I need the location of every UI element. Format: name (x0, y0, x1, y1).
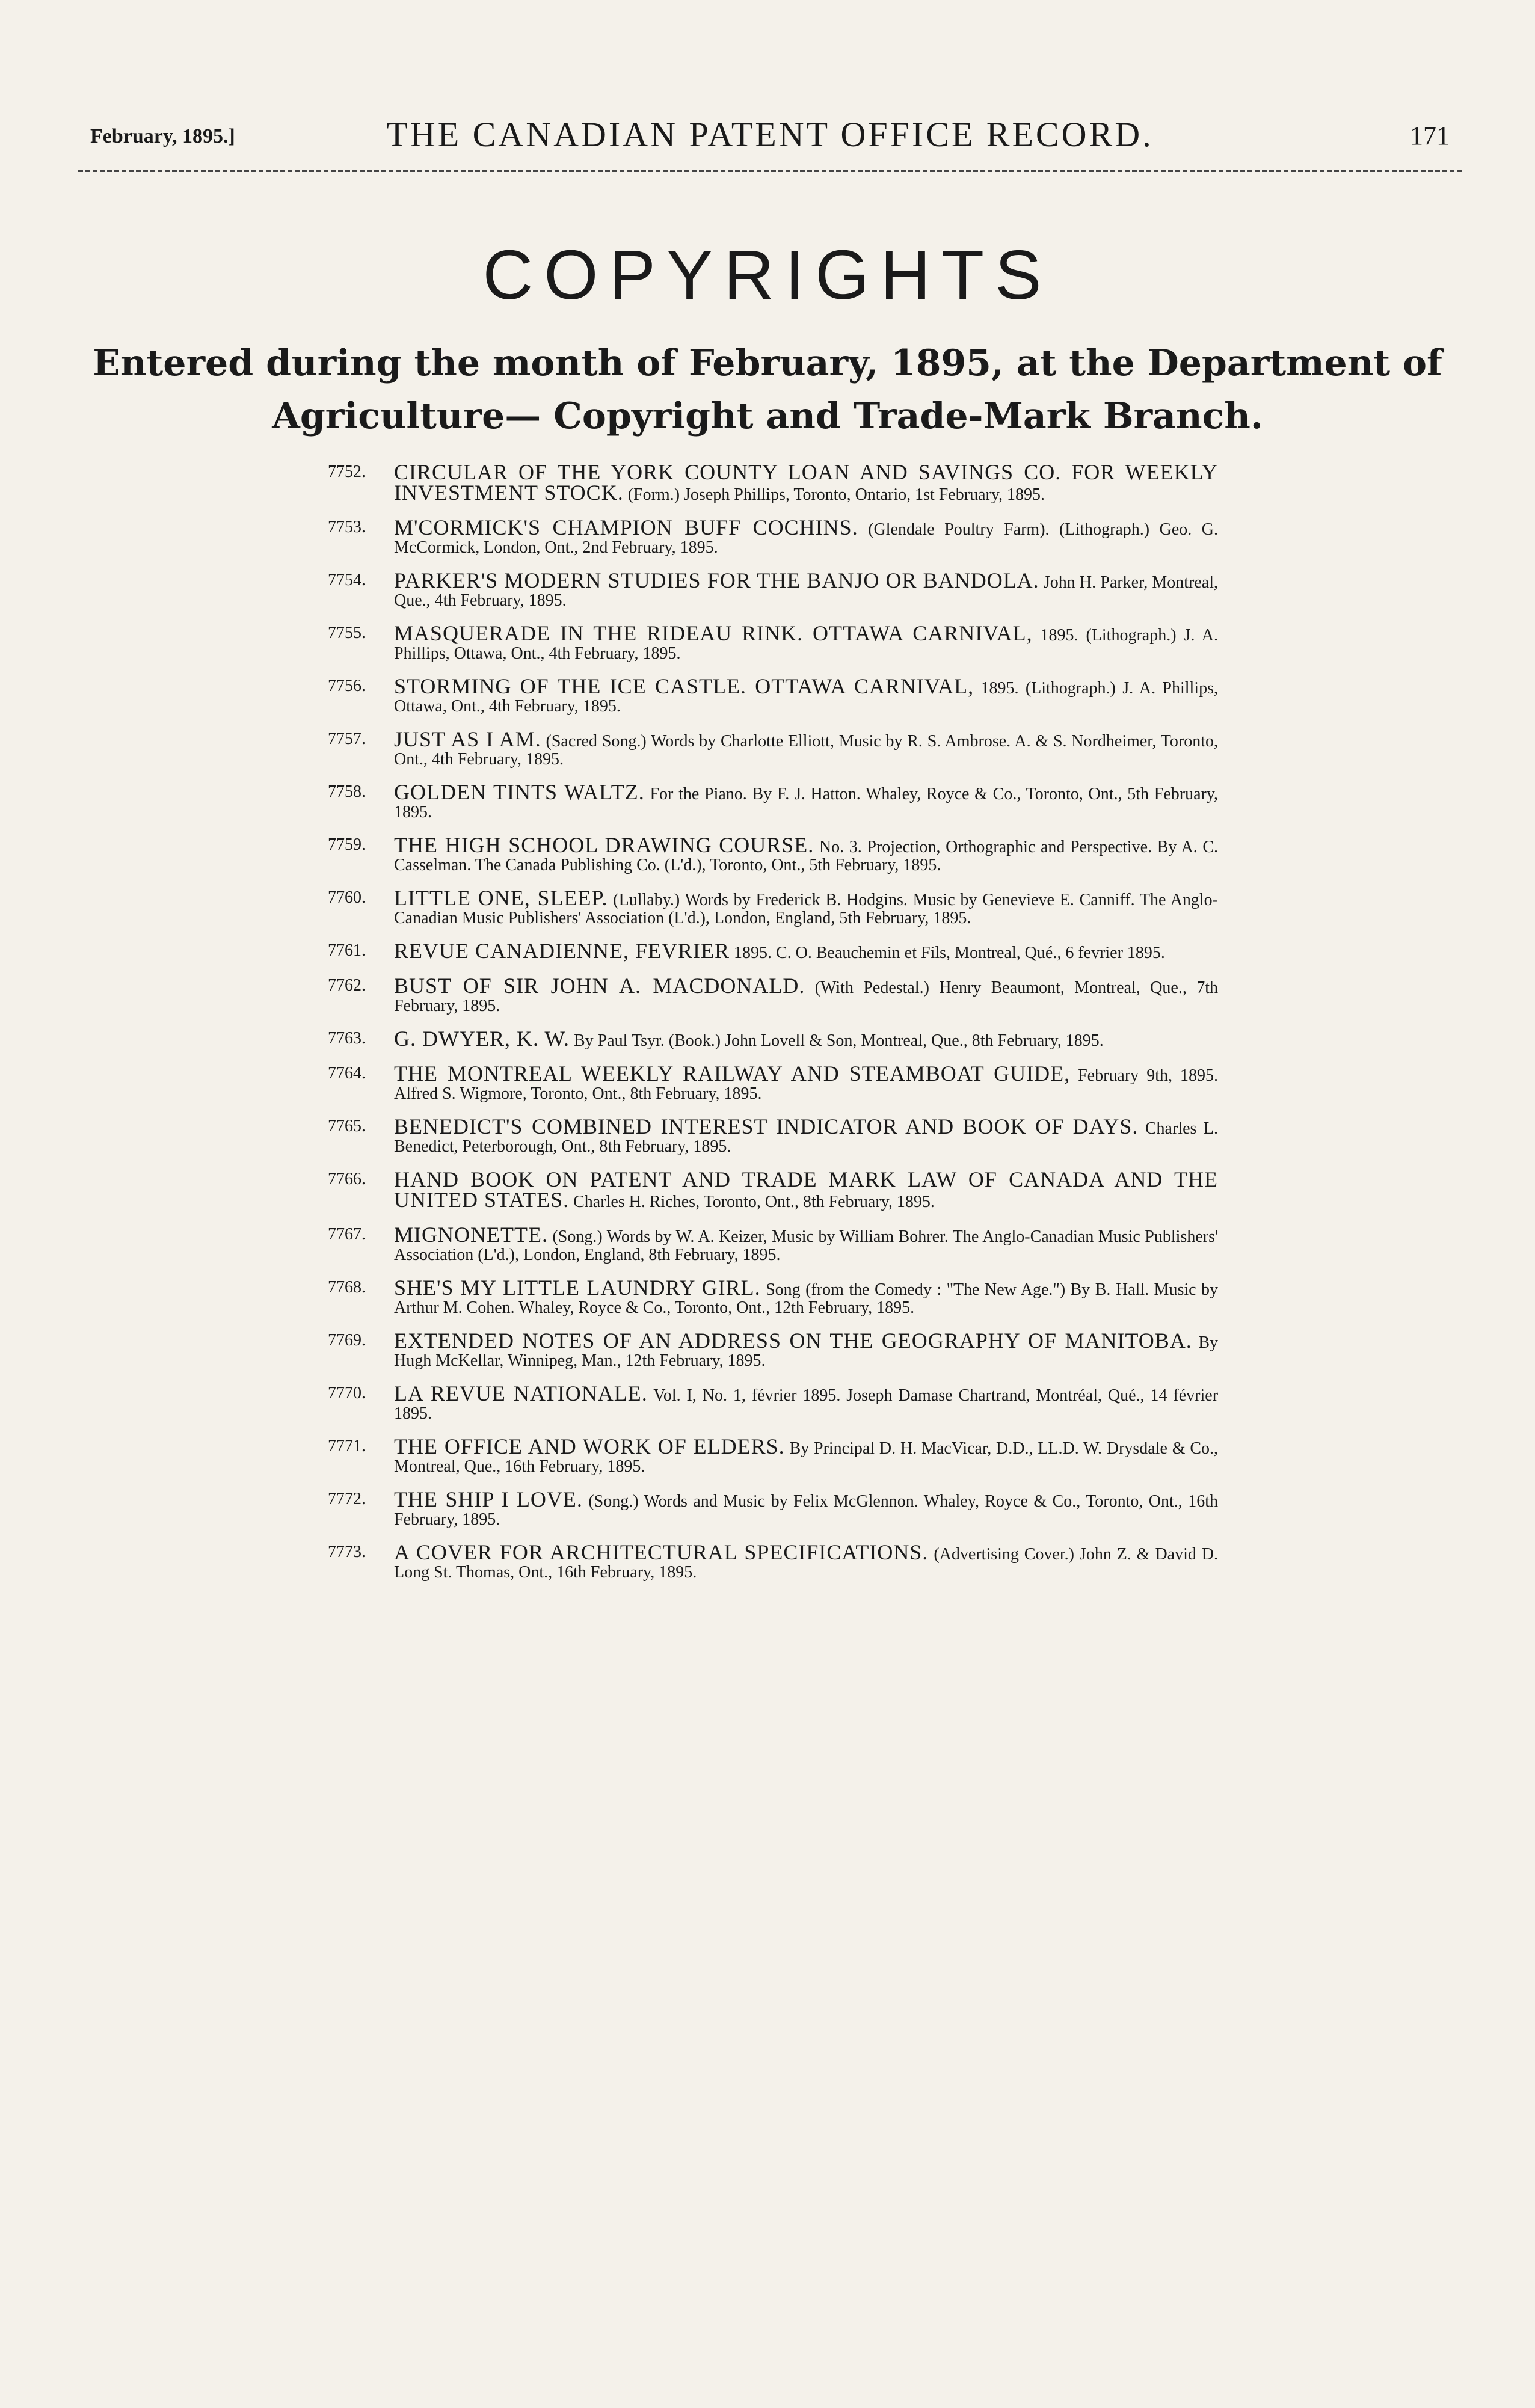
entry-title: BENEDICT'S COMBINED INTEREST INDICATOR AND BOOK OF DAYS. (394, 1114, 1139, 1138)
section-subtitle: Entered during the month of February, 1895, at the Department of Agriculture— Copyright and Trade-Mark Branch. (93, 342, 1442, 437)
entry-details: (Form.) Joseph Phillips, Toronto, Ontario, 1st February, 1895. (627, 485, 1045, 504)
copyright-entry (328, 1381, 1219, 1423)
entry-number: 7768. (328, 1278, 366, 1297)
entry-number: 7756. (328, 677, 366, 695)
entry-number: 7755. (328, 624, 366, 642)
entry-details: (Glendale Poultry Farm). (Lithograph.) Geo. G. McCormick, London, Ont., 2nd February, 1895. (394, 520, 1219, 557)
entry-title: THE MONTREAL WEEKLY RAILWAY AND STEAMBOAT GUIDE, (394, 1061, 1071, 1086)
entry-title: GOLDEN TINTS WALTZ. (394, 780, 645, 804)
copyright-entry (328, 1540, 1219, 1582)
entry-number: 7765. (328, 1117, 366, 1135)
entry-number: 7769. (328, 1331, 366, 1350)
entry-details: Charles L. Benedict, Peterborough, Ont., 8th February, 1895. (394, 1119, 1219, 1156)
page-header (90, 114, 1450, 162)
entry-details: By Principal D. H. MacVicar, D.D., LL.D. W. Drysdale & Co., Montreal, Que., 16th February, 1895. (394, 1439, 1219, 1476)
entry-title: MIGNONETTE. (394, 1223, 548, 1247)
page-number: 171 (1410, 121, 1450, 150)
entry-number: 7754. (328, 571, 366, 589)
header-date: February, 1895.] (90, 125, 235, 147)
copyright-entry (328, 886, 1218, 927)
copyright-entry (328, 727, 1218, 769)
entry-number: 7759. (328, 835, 366, 854)
entry-details: 1895. C. O. Beauchemin et Fils, Montreal, Qué., 6 fevrier 1895. (733, 944, 1165, 962)
copyright-entry (328, 674, 1218, 716)
entry-title: STORMING OF THE ICE CASTLE. OTTAWA CARNIVAL, (394, 674, 974, 698)
entry-title: PARKER'S MODERN STUDIES FOR THE BANJO OR BANDOLA. (394, 568, 1039, 592)
copyright-entry (328, 1027, 1218, 1051)
entry-title: M'CORMICK'S CHAMPION BUFF COCHINS. (394, 515, 858, 539)
entry-number: 7764. (328, 1064, 366, 1083)
entry-title: LITTLE ONE, SLEEP. (394, 886, 608, 910)
copyright-entry (328, 780, 1219, 822)
journal-title: THE CANADIAN PATENT OFFICE RECORD. (386, 115, 1154, 154)
copyright-entry (328, 833, 1218, 874)
entry-title: REVUE CANADIENNE, FEVRIER (394, 939, 730, 963)
entry-details: By Hugh McKellar, Winnipeg, Man., 12th February, 1895. (394, 1333, 1218, 1370)
copyright-entry (328, 1167, 1218, 1212)
entry-details: John H. Parker, Montreal, Que., 4th February, 1895. (394, 573, 1219, 610)
entry-number: 7762. (328, 976, 366, 995)
copyright-entry (328, 1061, 1218, 1103)
entry-details: (Song.) Words by W. A. Keizer, Music by William Bohrer. The Anglo-Canadian Music Publishers' Association (L'd.), London, England, 8th February, 1895. (394, 1227, 1219, 1264)
entry-number: 7763. (328, 1029, 366, 1048)
copyright-entry (328, 1434, 1219, 1476)
entry-details: (With Pedestal.) Henry Beaumont, Montreal, Que., 7th February, 1895. (394, 978, 1219, 1015)
entry-details: February 9th, 1895. Alfred S. Wigmore, Toronto, Ont., 8th February, 1895. (394, 1066, 1218, 1103)
entry-title: BUST OF SIR JOHN A. MACDONALD. (394, 974, 805, 998)
copyright-entries (328, 460, 1219, 1596)
entry-title: A COVER FOR ARCHITECTURAL SPECIFICATIONS. (394, 1540, 929, 1564)
entry-details: (Advertising Cover.) John Z. & David D. Long St. Thomas, Ont., 16th February, 1895. (394, 1545, 1219, 1582)
entry-details: By Paul Tsyr. (Book.) John Lovell & Son, Montreal, Que., 8th February, 1895. (574, 1031, 1104, 1050)
entry-details: (Song.) Words and Music by Felix McGlennon. Whaley, Royce & Co., Toronto, Ont., 16th February, 1895. (394, 1492, 1219, 1529)
copyright-entry (328, 621, 1219, 663)
copyright-entry (328, 1487, 1219, 1529)
copyright-entry (328, 1223, 1219, 1264)
entry-title: EXTENDED NOTES OF AN ADDRESS ON THE GEOGRAPHY OF MANITOBA. (394, 1328, 1192, 1353)
entry-title: HAND BOOK ON PATENT AND TRADE MARK LAW OF CANADA AND THE UNITED STATES. (394, 1167, 1218, 1212)
entry-title: THE HIGH SCHOOL DRAWING COURSE. (394, 833, 814, 857)
copyright-entry (328, 1114, 1219, 1156)
entry-details: 1895. (Lithograph.) J. A. Phillips, Ottawa, Ont., 4th February, 1895. (394, 679, 1218, 716)
entry-title: G. DWYER, K. W. (394, 1027, 570, 1051)
entry-number: 7773. (328, 1543, 366, 1561)
copyright-entry (328, 460, 1218, 505)
entry-number: 7771. (328, 1437, 366, 1455)
copyright-entry (328, 1276, 1219, 1317)
entry-number: 7760. (328, 888, 366, 907)
section-title: COPYRIGHTS (482, 236, 1053, 314)
entry-details: For the Piano. By F. J. Hatton. Whaley, Royce & Co., Toronto, Ont., 5th February, 1895. (394, 785, 1219, 822)
entry-number: 7758. (328, 782, 366, 801)
copyright-entry (328, 515, 1219, 557)
entry-title: CIRCULAR OF THE YORK COUNTY LOAN AND SAVINGS CO. FOR WEEKLY INVESTMENT STOCK. (394, 460, 1218, 505)
entry-title: THE OFFICE AND WORK OF ELDERS. (394, 1434, 785, 1458)
entry-number: 7770. (328, 1384, 366, 1402)
entry-title: JUST AS I AM. (394, 727, 541, 751)
entry-number: 7761. (328, 941, 366, 960)
entry-number: 7752. (328, 462, 366, 481)
entry-details: (Sacred Song.) Words by Charlotte Elliott, Music by R. S. Ambrose. A. & S. Nordheimer, Toronto, Ont., 4th February, 1895. (394, 732, 1218, 769)
entry-title: THE SHIP I LOVE. (394, 1487, 583, 1511)
entry-details: No. 3. Projection, Orthographic and Perspective. By A. C. Casselman. The Canada Publishing Co. (L'd.), Toronto, Ont., 5th February, 1895. (394, 838, 1218, 874)
entry-title: LA REVUE NATIONALE. (394, 1381, 648, 1405)
entry-title: MASQUERADE IN THE RIDEAU RINK. OTTAWA CARNIVAL, (394, 621, 1033, 645)
entry-number: 7767. (328, 1225, 366, 1244)
entry-details: (Lullaby.) Words by Frederick B. Hodgins. Music by Genevieve E. Canniff. The Anglo-Canadian Music Publishers' Association (L'd.), London, England, 5th February, 1895. (394, 891, 1218, 927)
entry-details: 1895. (Lithograph.) J. A. Phillips, Ottawa, Ont., 4th February, 1895. (394, 626, 1219, 663)
entry-number: 7766. (328, 1170, 366, 1188)
entry-title: SHE'S MY LITTLE LAUNDRY GIRL. (394, 1276, 761, 1300)
copyright-entry (328, 974, 1219, 1015)
entry-number: 7772. (328, 1490, 366, 1508)
entry-details: Song (from the Comedy : "The New Age.") By B. Hall. Music by Arthur M. Cohen. Whaley, Royce & Co., Toronto, Ont., 12th February, 1895. (394, 1280, 1219, 1317)
entry-details: Charles H. Riches, Toronto, Ont., 8th February, 1895. (573, 1193, 935, 1211)
copyright-entry (328, 1328, 1218, 1370)
entry-number: 7753. (328, 518, 366, 536)
entry-number: 7757. (328, 729, 366, 748)
entry-details: Vol. I, No. 1, février 1895. Joseph Damase Chartrand, Montréal, Qué., 14 février 1895. (394, 1386, 1219, 1423)
copyright-entry (328, 939, 1218, 963)
copyright-entry (328, 568, 1219, 610)
header-rule (78, 170, 1462, 172)
